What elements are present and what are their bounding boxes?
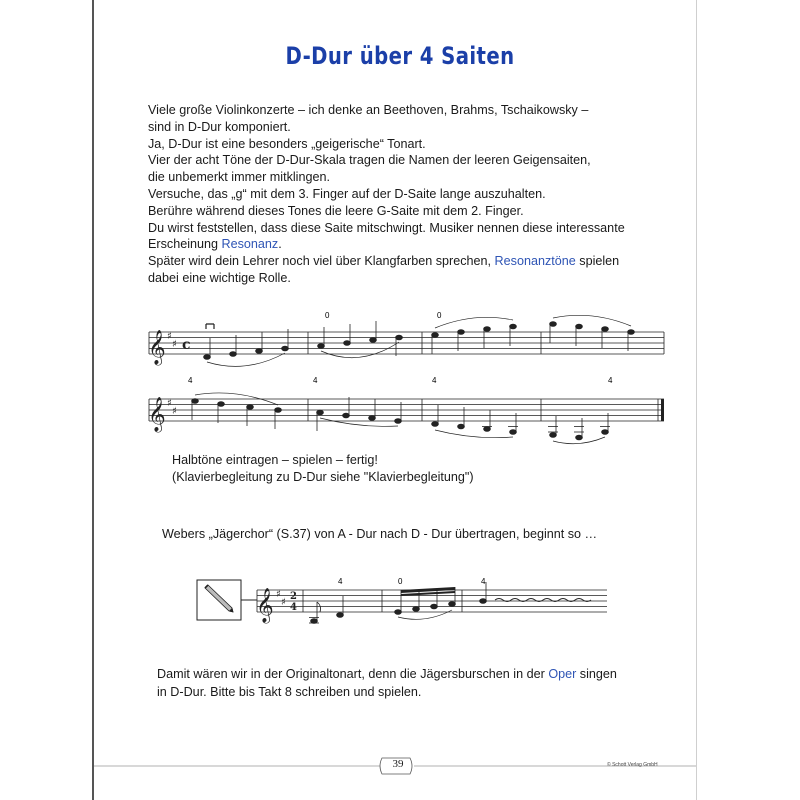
intro-line: Ja, D-Dur ist eine besonders „geigerische“ Tonart.	[148, 136, 426, 151]
note-flag	[317, 602, 321, 612]
intro-text-span: spielen	[575, 254, 620, 269]
sharp-icon: ♯	[167, 331, 172, 342]
exercise-caption	[172, 452, 474, 486]
caption-line: (Klavierbegleitung zu D-Dur siehe "Klavierbegleitung")	[172, 470, 474, 484]
intro-line: dabei eine wichtige Rolle.	[148, 270, 291, 285]
page-number: 39	[392, 758, 404, 770]
notes-row-2	[192, 397, 609, 440]
note	[230, 352, 237, 357]
slur	[398, 610, 452, 619]
note	[576, 324, 583, 329]
note	[550, 433, 557, 438]
note	[550, 322, 557, 327]
note	[510, 430, 517, 435]
note	[256, 349, 263, 354]
note	[369, 416, 376, 421]
note	[344, 341, 351, 346]
note	[343, 413, 350, 418]
note	[192, 399, 199, 404]
intro-text-span: .	[278, 237, 282, 252]
intro-text-span: Später wird dein Lehrer noch viel über Klangfarben sprechen,	[148, 254, 495, 269]
slur	[320, 418, 398, 426]
caption-line: Halbtöne eintragen – spielen – fertig!	[172, 453, 378, 467]
note	[510, 324, 517, 329]
note	[413, 607, 420, 612]
note	[218, 402, 225, 407]
slur	[207, 353, 285, 366]
intro-line: Du wirst feststellen, dass diese Saite mitschwingt. Musiker nennen diese interessante	[148, 220, 625, 235]
closing-text-span: Damit wären wir in der Originaltonart, denn die Jägersburschen in der	[157, 667, 549, 681]
note	[396, 335, 403, 340]
copyright-notice: © Schott Verlag GmbH	[607, 762, 658, 768]
note	[275, 408, 282, 413]
slur	[435, 430, 513, 438]
sharp-icon: ♯	[276, 589, 281, 600]
intro-text-span: Erscheinung	[148, 237, 222, 252]
note	[602, 430, 609, 435]
common-time-icon: c	[182, 337, 191, 353]
note	[282, 346, 289, 351]
note	[318, 344, 325, 349]
note	[458, 330, 465, 335]
note	[204, 355, 211, 360]
intro-line: Versuche, das „g“ mit dem 3. Finger auf der D-Saite lange auszuhalten.	[148, 186, 546, 201]
time-signature-denominator: 4	[290, 602, 297, 613]
note	[395, 419, 402, 424]
fingering-label: 4	[313, 376, 318, 385]
note	[395, 610, 402, 615]
note	[458, 424, 465, 429]
sharp-icon: ♯	[281, 597, 286, 608]
note	[628, 330, 635, 335]
down-bow-icon	[206, 324, 214, 329]
fingering-label: 4	[338, 577, 343, 586]
closing-text-span: singen	[576, 667, 617, 681]
term-resonanztoene: Resonanztöne	[494, 254, 576, 269]
final-barline	[661, 399, 664, 421]
time-signature-numerator: 2	[290, 591, 297, 602]
slur	[321, 342, 399, 358]
slur	[435, 317, 513, 328]
fingering-label: 0	[325, 311, 330, 320]
staff-system-2	[149, 399, 664, 421]
treble-clef-icon: 𝄞	[148, 397, 166, 432]
notes-row-3	[309, 582, 486, 623]
note	[432, 333, 439, 338]
page-title: D-Dur über 4 Saiten	[285, 42, 515, 70]
closing-line: in D-Dur. Bitte bis Takt 8 schreiben und spielen.	[157, 685, 422, 699]
closing-line	[157, 665, 617, 683]
intro-line: Vier der acht Töne der D-Dur-Skala tragen die Namen der leeren Geigensaiten,	[148, 153, 591, 168]
slur	[553, 315, 631, 326]
fingering-label: 4	[481, 577, 486, 586]
sharp-icon: ♯	[172, 406, 177, 417]
weber-instruction: Webers „Jägerchor“ (S.37) von A - Dur nach D - Dur übertragen, beginnt so …	[162, 527, 598, 541]
treble-clef-icon: 𝄞	[256, 588, 274, 623]
slurs-row-2	[195, 393, 605, 444]
note	[370, 338, 377, 343]
intro-line: Viele große Violinkonzerte – ich denke an Beethoven, Brahms, Tschaikowsky –	[148, 103, 589, 117]
term-resonanz: Resonanz	[221, 237, 279, 252]
staff-system-1	[149, 332, 664, 354]
note	[317, 410, 324, 415]
closing-text	[157, 665, 617, 701]
term-oper: Oper	[548, 667, 577, 681]
fingering-label: 0	[437, 311, 442, 320]
fingering-label: 4	[432, 376, 437, 385]
note	[432, 422, 439, 427]
note	[247, 405, 254, 410]
note	[480, 599, 487, 604]
note	[337, 613, 344, 618]
ledger-lines	[482, 427, 610, 433]
intro-line: Berühre während dieses Tones die leere G-Saite mit dem 2. Finger.	[148, 203, 524, 218]
intro-line: sind in D-Dur komponiert.	[148, 119, 291, 134]
intro-line: die unbemerkt immer mitklingen.	[148, 170, 330, 185]
fingering-label: 4	[188, 376, 193, 385]
fingering-label: 0	[398, 577, 403, 586]
fingering-label: 4	[608, 376, 613, 385]
sharp-icon: ♯	[167, 398, 172, 409]
note	[449, 602, 456, 607]
note	[484, 327, 491, 332]
treble-clef-icon: 𝄞	[148, 330, 166, 365]
note	[602, 327, 609, 332]
note	[576, 435, 583, 440]
sharp-icon: ♯	[172, 339, 177, 350]
slurs-row-1	[207, 315, 631, 366]
note	[431, 604, 438, 609]
note	[484, 427, 491, 432]
